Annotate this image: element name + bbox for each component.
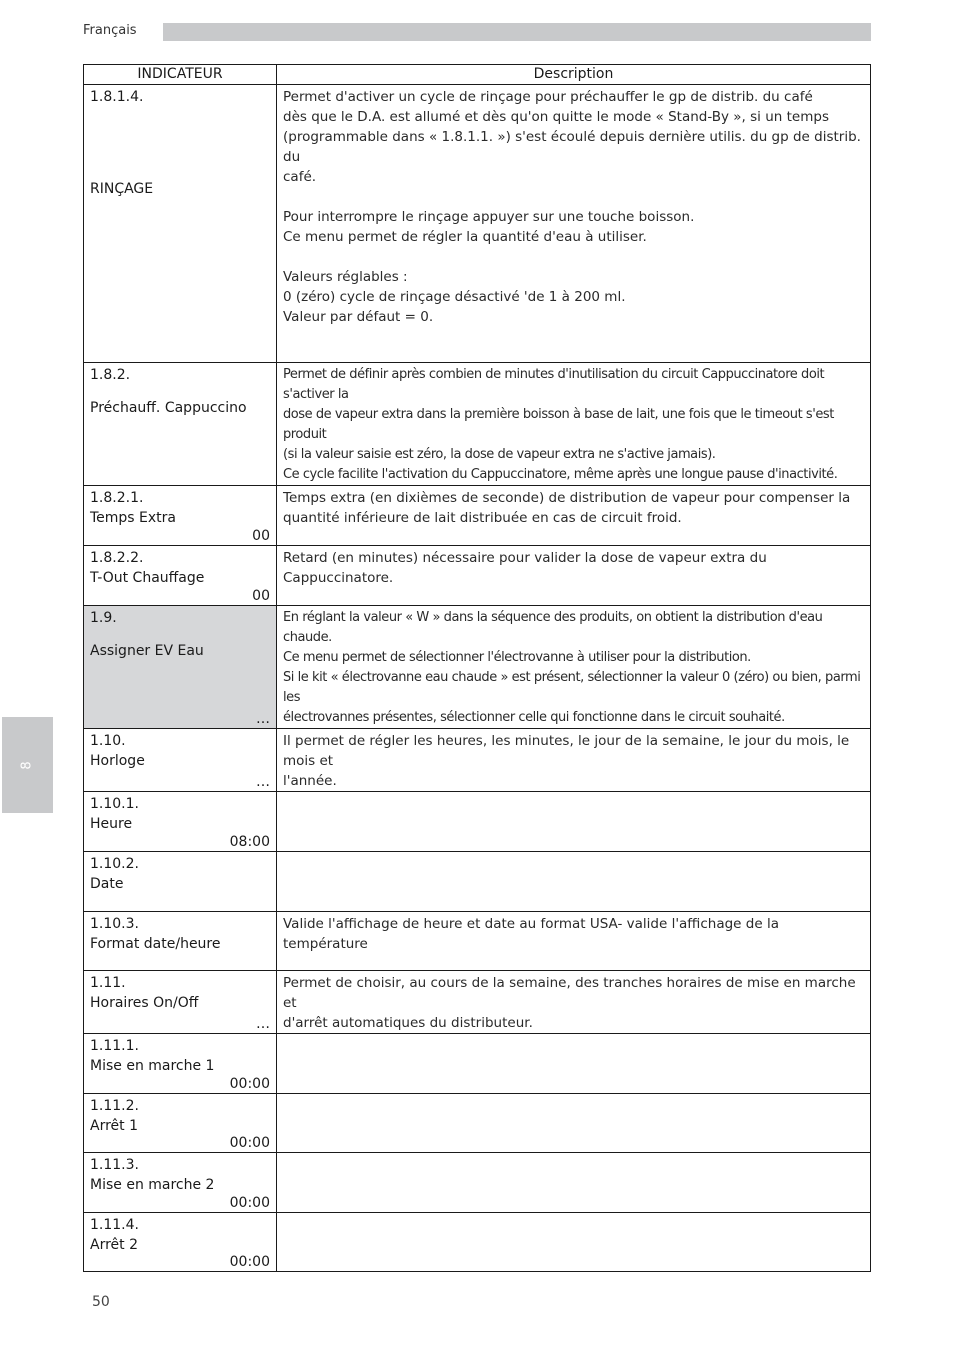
table-row [84,85,871,363]
indicator-cell [84,852,277,912]
description-line: Valeurs réglables : [283,269,408,285]
menu-name: Date [90,876,124,892]
menu-name: Heure [90,816,133,832]
description-line: dès que le D.A. est allumé et dès qu'on quitte le mode « Stand-By », si un temps [283,109,829,125]
default-value: 00:00 [229,1135,270,1151]
description-cell [277,606,871,729]
menu-name: RINÇAGE [90,181,154,197]
menu-code: 1.8.2. [90,367,131,383]
description-line: (si la valeur saisie est zéro, la dose de vapeur extra ne s'active jamais). [283,447,716,462]
default-value: 00 [252,528,270,544]
table-header-row [84,65,871,85]
menu-code: 1.11.1. [90,1038,139,1054]
menu-code: 1.8.2.1. [90,490,144,506]
description-line: En réglant la valeur « W » dans la séquence des produits, on obtient la distribution d'eau chaude. [283,610,823,645]
description-cell [277,729,871,792]
header-bar [163,23,871,41]
description-line: 0 (zéro) cycle de rinçage désactivé 'de 1 à 200 ml. [283,289,626,305]
table-row [84,792,871,852]
description-line: dose de vapeur extra dans la première boisson à base de lait, une fois que le timeout s'est produit [283,407,834,442]
default-value: … [256,1016,270,1032]
description-cell [277,1213,871,1272]
indicator-cell [84,971,277,1034]
description-cell [277,363,871,486]
menu-name: Arrêt 1 [90,1118,138,1134]
description-column-header: Description [277,65,871,85]
default-value: 00:00 [229,1076,270,1092]
menu-name: T-Out Chauffage [90,570,205,586]
table-row [84,971,871,1034]
table-row [84,363,871,486]
menu-code: 1.10.2. [90,856,139,872]
description-cell [277,486,871,546]
description-cell [277,1094,871,1153]
menu-name: Horloge [90,753,145,769]
description-cell [277,971,871,1034]
description-cell [277,852,871,912]
table-row [84,1094,871,1153]
default-value: 00:00 [229,1254,270,1270]
indicator-cell [84,1213,277,1272]
description-cell [277,1153,871,1213]
menu-name: Assigner EV Eau [90,643,204,659]
paragraph-gap [283,187,864,207]
description-line: Temps extra (en dixièmes de seconde) de distribution de vapeur pour compenser la [283,490,851,506]
menu-name: Mise en marche 2 [90,1177,215,1193]
chapter-number: 8 [20,760,35,770]
menu-name: Arrêt 2 [90,1237,138,1253]
menu-code: 1.8.2.2. [90,550,144,566]
description-line: Si le kit « électrovanne eau chaude » est présent, sélectionner la valeur 0 (zéro) ou bien, parmi les [283,670,861,705]
table-row [84,912,871,971]
indicator-cell [84,606,277,729]
default-value: … [256,774,270,790]
description-line: d'arrêt automatiques du distributeur. [283,1015,533,1031]
menu-name: Préchauff. Cappuccino [90,400,247,416]
menu-name: Horaires On/Off [90,995,199,1011]
default-value: 00 [252,588,270,604]
page-number: 50 [92,1294,110,1310]
table-row [84,1153,871,1213]
indicator-cell [84,1153,277,1213]
description-line: Il permet de régler les heures, les minutes, le jour de la semaine, le jour du mois, le mois et [283,733,850,769]
description-line: Permet de définir après combien de minutes d'inutilisation du circuit Cappuccinatore doit s'activer la [283,367,825,402]
description-cell [277,546,871,606]
default-value: 00:00 [229,1195,270,1211]
description-cell [277,792,871,852]
description-line: Permet de choisir, au cours de la semaine, des tranches horaires de mise en marche et [283,975,856,1011]
parameter-table [83,64,871,1272]
description-line: Retard (en minutes) nécessaire pour valider la dose de vapeur extra du Cappuccinatore. [283,550,767,586]
indicator-cell [84,1034,277,1094]
indicator-cell [84,546,277,606]
menu-code: 1.11. [90,975,126,991]
description-line: (programmable dans « 1.8.1.1. ») s'est écoulé depuis dernière utilis. du gp de distrib. du [283,129,861,165]
indicator-cell [84,729,277,792]
indicator-cell [84,486,277,546]
menu-code: 1.10.1. [90,796,139,812]
description-cell [277,1034,871,1094]
default-value: … [256,711,270,727]
indicator-column-header: INDICATEUR [84,65,277,85]
menu-code: 1.8.1.4. [90,89,144,105]
table-row [84,606,871,729]
description-cell [277,85,871,363]
language-label: Français [83,23,137,38]
description-line: Permet d'activer un cycle de rinçage pour préchauffer le gp de distrib. du café [283,89,813,105]
table-row [84,486,871,546]
menu-name: Mise en marche 1 [90,1058,215,1074]
default-value: 08:00 [229,834,270,850]
menu-code: 1.9. [90,610,117,626]
paragraph-gap [283,247,864,267]
menu-code: 1.11.2. [90,1098,139,1114]
indicator-cell [84,1094,277,1153]
table-row [84,729,871,792]
indicator-cell [84,85,277,363]
description-cell [277,912,871,971]
description-line: Ce menu permet de régler la quantité d'eau à utiliser. [283,229,647,245]
table-row [84,1034,871,1094]
indicator-cell [84,912,277,971]
menu-code: 1.11.4. [90,1217,139,1233]
menu-code: 1.10.3. [90,916,139,932]
indicator-cell [84,792,277,852]
menu-code: 1.10. [90,733,126,749]
description-line: café. [283,169,317,185]
table-row [84,852,871,912]
description-line: électrovannes présentes, sélectionner celle qui fonctionne dans le circuit souhaité. [283,710,785,725]
indicator-cell [84,363,277,486]
description-line: l'année. [283,773,337,789]
description-line: Valide l'affichage de heure et date au format USA- valide l'affichage de la température [283,916,779,952]
chapter-tab [2,717,53,813]
description-line: Pour interrompre le rinçage appuyer sur une touche boisson. [283,209,695,225]
menu-name: Format date/heure [90,936,221,952]
description-line: Valeur par défaut = 0. [283,309,434,325]
description-line: quantité inférieure de lait distribuée en cas de circuit froid. [283,510,682,526]
table-row [84,546,871,606]
menu-name: Temps Extra [90,510,177,526]
menu-code: 1.11.3. [90,1157,139,1173]
description-line: Ce menu permet de sélectionner l'électrovanne à utiliser pour la distribution. [283,650,751,665]
table-row [84,1213,871,1272]
description-line: Ce cycle facilite l'activation du Cappuccinatore, même après une longue pause d'inactivité. [283,467,838,482]
